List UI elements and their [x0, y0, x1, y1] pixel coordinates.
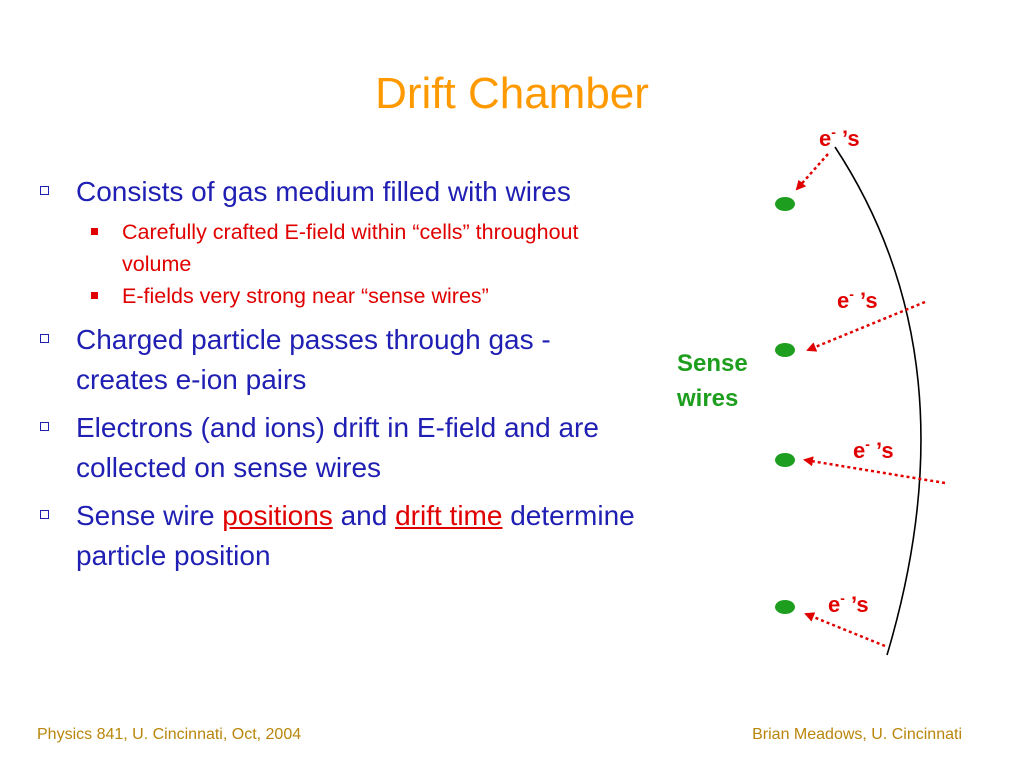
electron-label: e- ’s — [853, 436, 894, 463]
drift-arrow — [805, 460, 945, 483]
footer-left: Physics 841, U. Cincinnati, Oct, 2004 — [37, 726, 302, 743]
sense-wires-label-line1: Sense — [677, 350, 748, 377]
sense-wire-dot — [775, 453, 795, 467]
bullet-text: Consists of gas medium filled with wires — [76, 176, 571, 207]
bullet-text-start: Sense wire — [76, 500, 223, 531]
drift-arrow — [797, 154, 828, 189]
sense-wire-dot — [775, 600, 795, 614]
drift-time-highlight: drift time — [395, 500, 503, 531]
slide-title: Drift Chamber — [375, 69, 649, 118]
electron-label: e- ’s — [819, 124, 860, 151]
bullet-text: Charged particle passes through gas - creates e-ion pairs — [76, 324, 551, 395]
sub-bullet-text: Carefully crafted E-field within “cells” throughout volume — [122, 220, 579, 276]
sense-wires-label-line2: wires — [677, 385, 739, 412]
sense-wire-dot — [775, 343, 795, 357]
electron-label: e- ’s — [828, 590, 869, 617]
bullet-text: Electrons (and ions) drift in E-field and are collected on sense wires — [76, 412, 599, 483]
positions-highlight: positions — [222, 500, 333, 531]
particle-track — [835, 147, 921, 655]
sense-wire-dot — [775, 197, 795, 211]
bullet-text-mid: and — [332, 500, 396, 531]
sub-bullet-text: E-fields very strong near “sense wires” — [122, 284, 489, 308]
drift-arrow — [806, 614, 885, 646]
bullet-text-end: determine particle position — [76, 500, 635, 571]
electron-label: e- ’s — [837, 286, 878, 313]
footer-right: Brian Meadows, U. Cincinnati — [752, 726, 962, 743]
